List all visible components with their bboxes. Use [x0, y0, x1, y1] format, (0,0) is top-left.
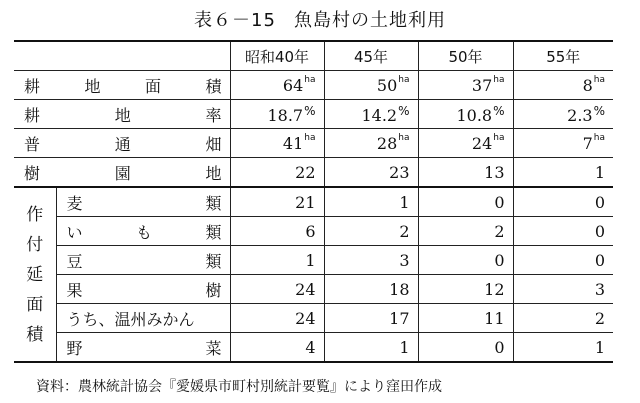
table-row	[14, 158, 613, 188]
table-row	[14, 100, 613, 129]
unit-ha: ha	[398, 75, 410, 85]
value-cell: 22	[230, 158, 324, 188]
value-cell: 2	[418, 217, 513, 246]
value-cell: $7^{ha}$	[513, 129, 613, 158]
value-cell: $37^{ha}$	[418, 71, 513, 100]
value-cell: 0	[513, 217, 613, 246]
table-row	[14, 275, 613, 304]
unit-ha: ha	[493, 133, 505, 143]
row-label: 麦 類	[56, 187, 230, 217]
value-cell: $28^{ha}$	[324, 129, 418, 158]
unit-ha: ha	[304, 133, 316, 143]
value-cell: 14.2%	[324, 100, 418, 129]
value-cell: 21	[230, 187, 324, 217]
value-cell: $64^{ha}$	[230, 71, 324, 100]
table-title	[0, 6, 640, 32]
value-cell: 2	[513, 304, 613, 333]
table-row	[14, 246, 613, 275]
value-cell: 1	[324, 333, 418, 363]
value-cell: 11	[418, 304, 513, 333]
value-cell: 0	[418, 333, 513, 363]
value-cell: 0	[418, 187, 513, 217]
value-cell: 1	[513, 333, 613, 363]
value-cell: $50^{ha}$	[324, 71, 418, 100]
table-row	[14, 304, 613, 333]
unit-percent: %	[493, 103, 505, 118]
row-label: い も 類	[56, 217, 230, 246]
value-cell: 4	[230, 333, 324, 363]
unit-ha: ha	[304, 75, 316, 85]
table-row	[14, 187, 613, 217]
row-label: 樹 園 地	[14, 158, 230, 188]
value-cell: 0	[418, 246, 513, 275]
year-header: 45年	[324, 41, 418, 71]
value-cell: $24^{ha}$	[418, 129, 513, 158]
table-row	[14, 129, 613, 158]
row-label: 耕 地 率	[14, 100, 230, 129]
value-cell: 1	[513, 158, 613, 188]
table-caption: 魚島村の土地利用	[293, 10, 446, 31]
unit-percent: %	[593, 103, 605, 118]
source-note: 資料：農林統計協会『愛媛県市町村別統計要覧』により窪田作成	[36, 379, 442, 395]
unit-ha: ha	[493, 75, 505, 85]
value-cell: 24	[230, 304, 324, 333]
header-row	[14, 41, 613, 71]
unit-ha: ha	[593, 133, 605, 143]
row-label: 耕 地 面 積	[14, 71, 230, 100]
unit-percent: %	[304, 103, 316, 118]
value-cell: 6	[230, 217, 324, 246]
value-cell: 18.7%	[230, 100, 324, 129]
value-cell: 12	[418, 275, 513, 304]
year-header: 50年	[418, 41, 513, 71]
value-cell: 3	[324, 246, 418, 275]
table-row	[14, 333, 613, 363]
value-cell: 3	[513, 275, 613, 304]
table-row	[14, 71, 613, 100]
unit-ha: ha	[398, 133, 410, 143]
value-cell: 17	[324, 304, 418, 333]
land-use-table	[14, 40, 613, 363]
year-header: 55年	[513, 41, 613, 71]
unit-percent: %	[398, 103, 410, 118]
value-cell: 0	[513, 246, 613, 275]
row-label: 果 樹	[56, 275, 230, 304]
group-label: 作 付 延 面 積	[14, 187, 56, 362]
value-cell: 0	[513, 187, 613, 217]
row-label: 野 菜	[56, 333, 230, 363]
year-header: 昭和40年	[230, 41, 324, 71]
value-cell: $8^{ha}$	[513, 71, 613, 100]
value-cell: 2.3%	[513, 100, 613, 129]
row-label: うち、温州みかん	[56, 304, 230, 333]
value-cell: 23	[324, 158, 418, 188]
table-number: 表６－15	[194, 10, 276, 31]
row-label: 豆 類	[56, 246, 230, 275]
row-label: 普 通 畑	[14, 129, 230, 158]
table-row	[14, 217, 613, 246]
value-cell: 24	[230, 275, 324, 304]
header-blank-cell	[14, 41, 230, 71]
value-cell: $41^{ha}$	[230, 129, 324, 158]
value-cell: 18	[324, 275, 418, 304]
value-cell: 1	[230, 246, 324, 275]
unit-ha: ha	[593, 75, 605, 85]
value-cell: 2	[324, 217, 418, 246]
value-cell: 1	[324, 187, 418, 217]
value-cell: 10.8%	[418, 100, 513, 129]
value-cell: 13	[418, 158, 513, 188]
